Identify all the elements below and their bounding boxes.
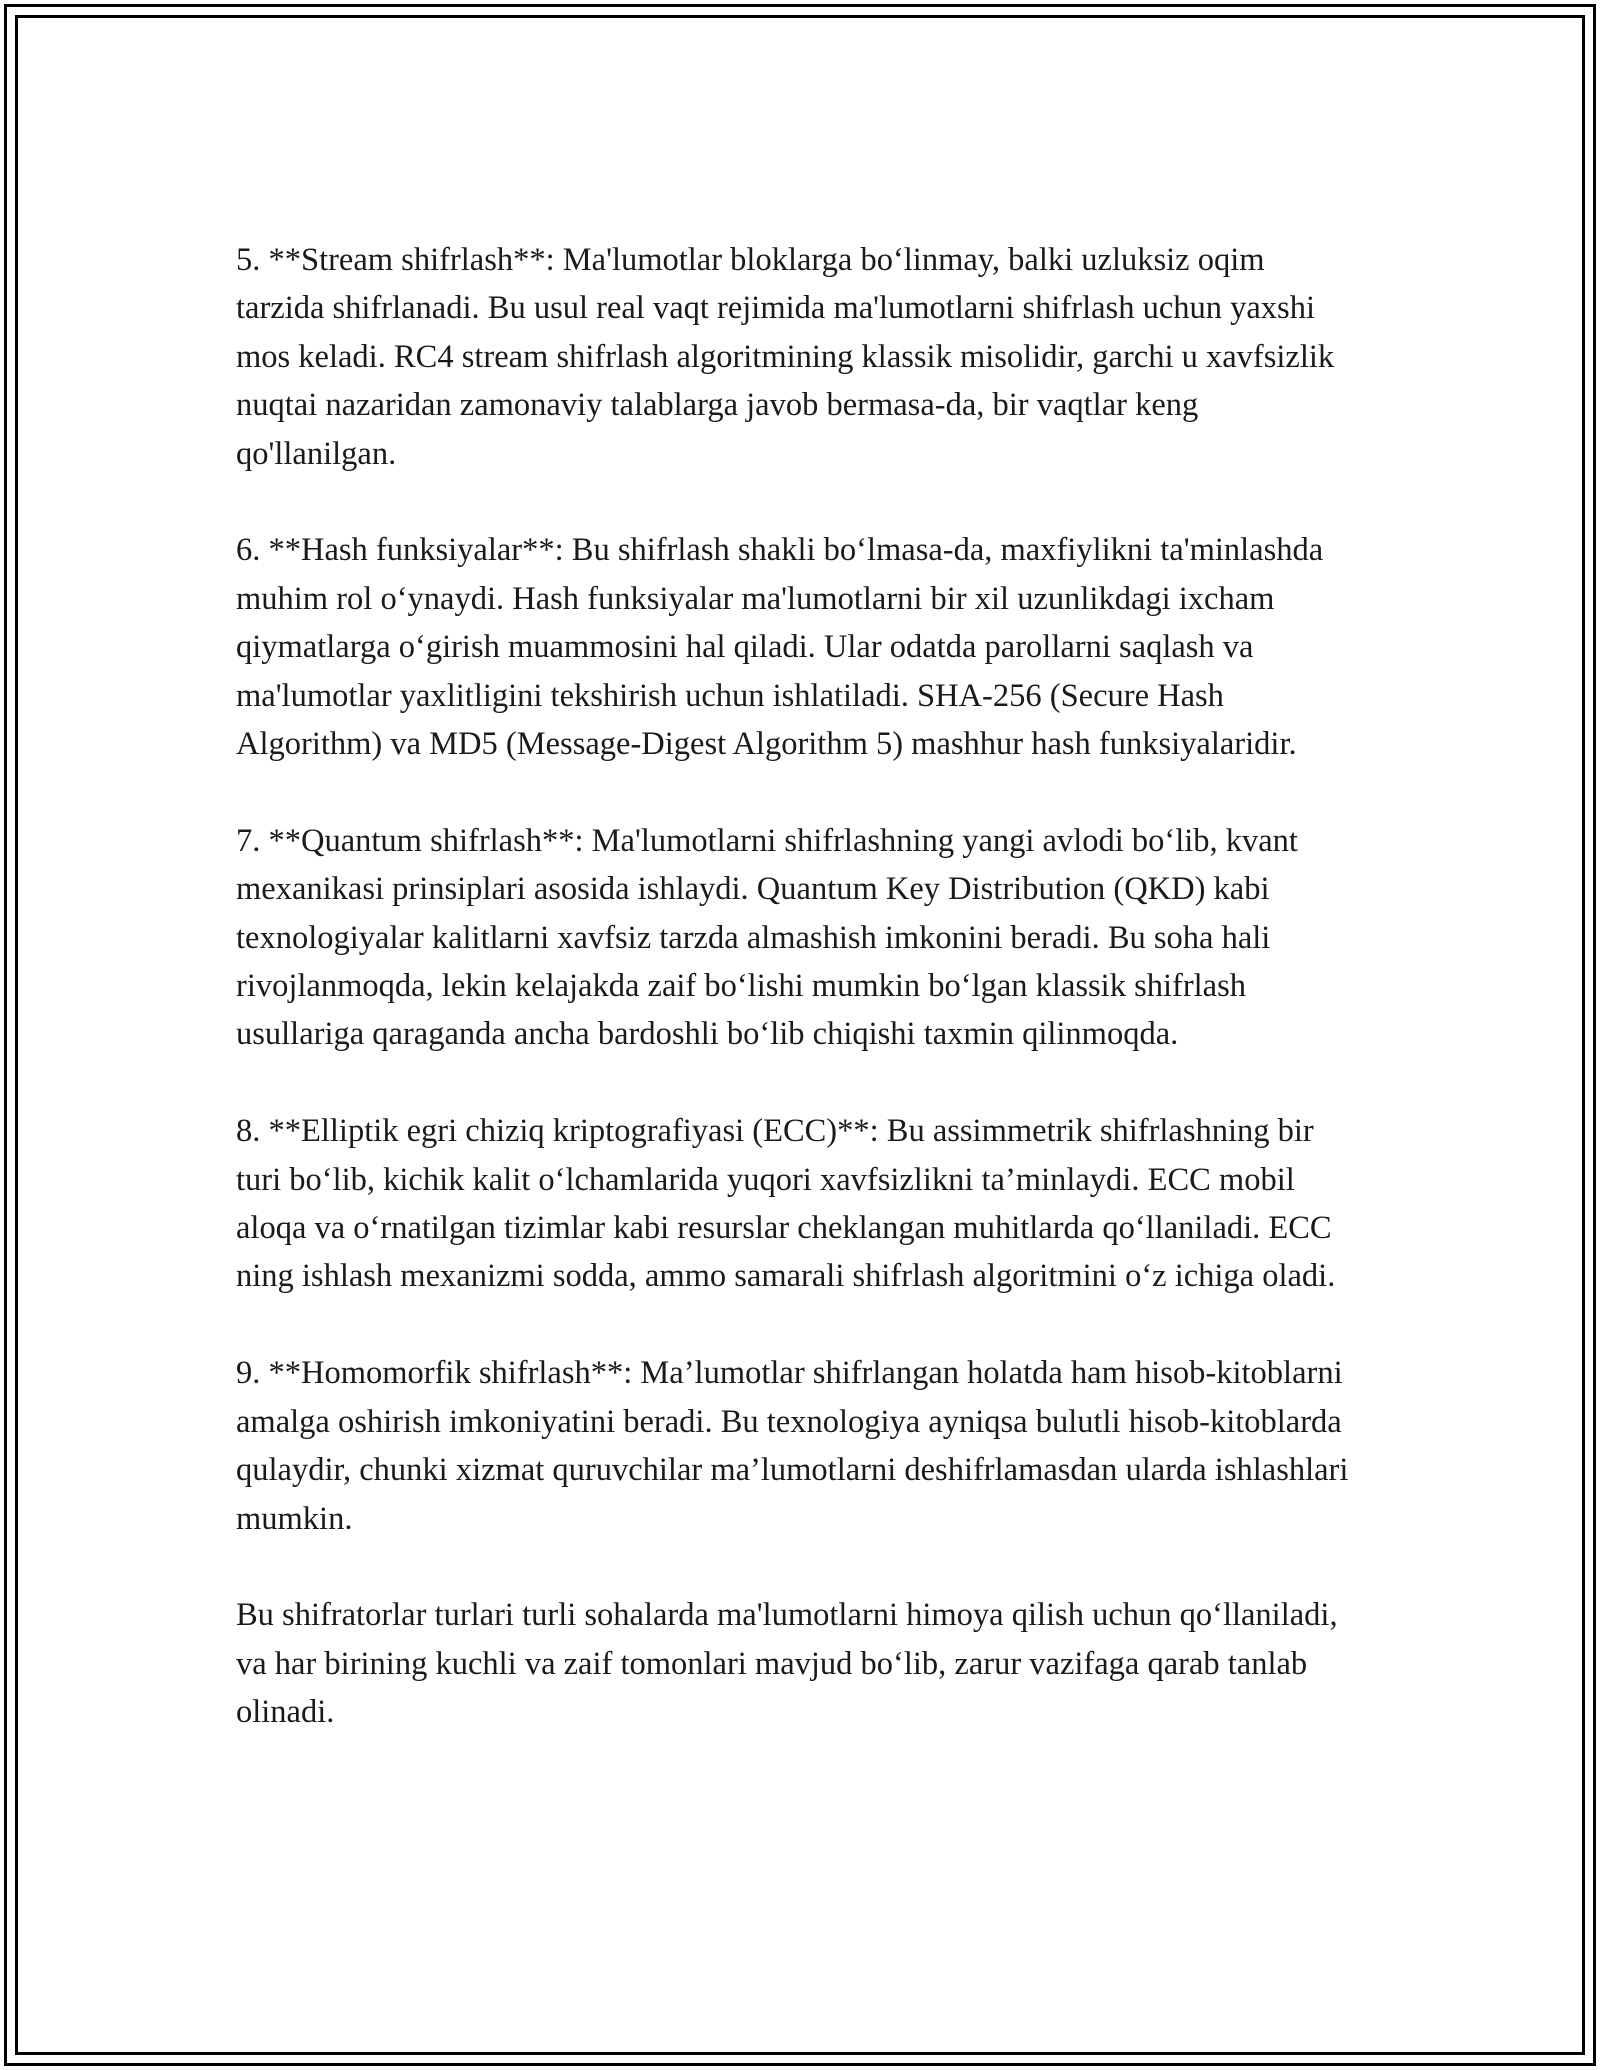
paragraph-ecc: 8. **Elliptik egri chiziq kriptografiyasi (ECC)**: Bu assimmetrik shifrlashning bir turi bo‘lib, kichik kalit o‘lchamlarida yuqori xavfsizlikni ta’minlaydi. ECC mobil aloqa va o‘rnatilgan tizimlar kabi resurslar cheklangan muhitlarda qo‘llaniladi. ECC ning ishlash mexanizmi sodda, ammo samarali shifrlash algoritmini o‘z ichiga oladi. <box>236 1113 1336 1295</box>
paragraph-hash-functions: 6. **Hash funksiyalar**: Bu shifrlash shakli bo‘lmasa-da, maxfiylikni ta'minlashda muhim rol o‘ynaydi. Hash funksiyalar ma'lumotlarni bir xil uzunlikdagi ixcham qiymatlarga o‘girish muammosini hal qiladi. Ular odatda parollarni saqlash va ma'lumotlar yaxlitligini tekshirish uchun ishlatiladi. SHA-256 (Secure Hash Algorithm) va MD5 (Message-Digest Algorithm 5) mashhur hash funksiyalaridir. <box>236 532 1324 763</box>
paragraph-quantum-encryption: 7. **Quantum shifrlash**: Ma'lumotlarni shifrlashning yangi avlodi bo‘lib, kvant mexanikasi prinsiplari asosida ishlaydi. Quantum Key Distribution (QKD) kabi texnologiyalar kalitlarni xavfsiz tarzda almashish imkonini beradi. Bu soha hali rivojlanmoqda, lekin kelajakda zaif bo‘lishi mumkin bo‘lgan klassik shifrlash usullariga qaraganda ancha bardoshli bo‘lib chiqishi taxmin qilinmoqda. <box>236 822 1298 1053</box>
document-body <box>236 236 1360 1785</box>
paragraph-stream-cipher: 5. **Stream shifrlash**: Ma'lumotlar bloklarga bo‘linmay, balki uzluksiz oqim tarzida shifrlanadi. Bu usul real vaqt rejimida ma'lumotlarni shifrlash uchun yaxshi mos keladi. RC4 stream shifrlash algoritmining klassik misolidir, garchi u xavfsizlik nuqtai nazaridan zamonaviy talablarga javob bermasa-da, bir vaqtlar keng qo'llanilgan. <box>236 242 1335 472</box>
paragraph-homomorphic: 9. **Homomorfik shifrlash**: Ma’lumotlar shifrlangan holatda ham hisob-kitoblarni amalga oshirish imkoniyatini beradi. Bu texnologiya ayniqsa bulutli hisob-kitoblarda qulaydir, chunki xizmat quruvchilar ma’lumotlarni deshifrlamasdan ularda ishlashlari mumkin. <box>236 1355 1349 1537</box>
paragraph-conclusion: Bu shifratorlar turlari turli sohalarda ma'lumotlarni himoya qilish uchun qo‘llaniladi, va har birining kuchli va zaif tomonlari mavjud bo‘lib, zarur vazifaga qarab tanlab olinadi. <box>236 1597 1338 1731</box>
